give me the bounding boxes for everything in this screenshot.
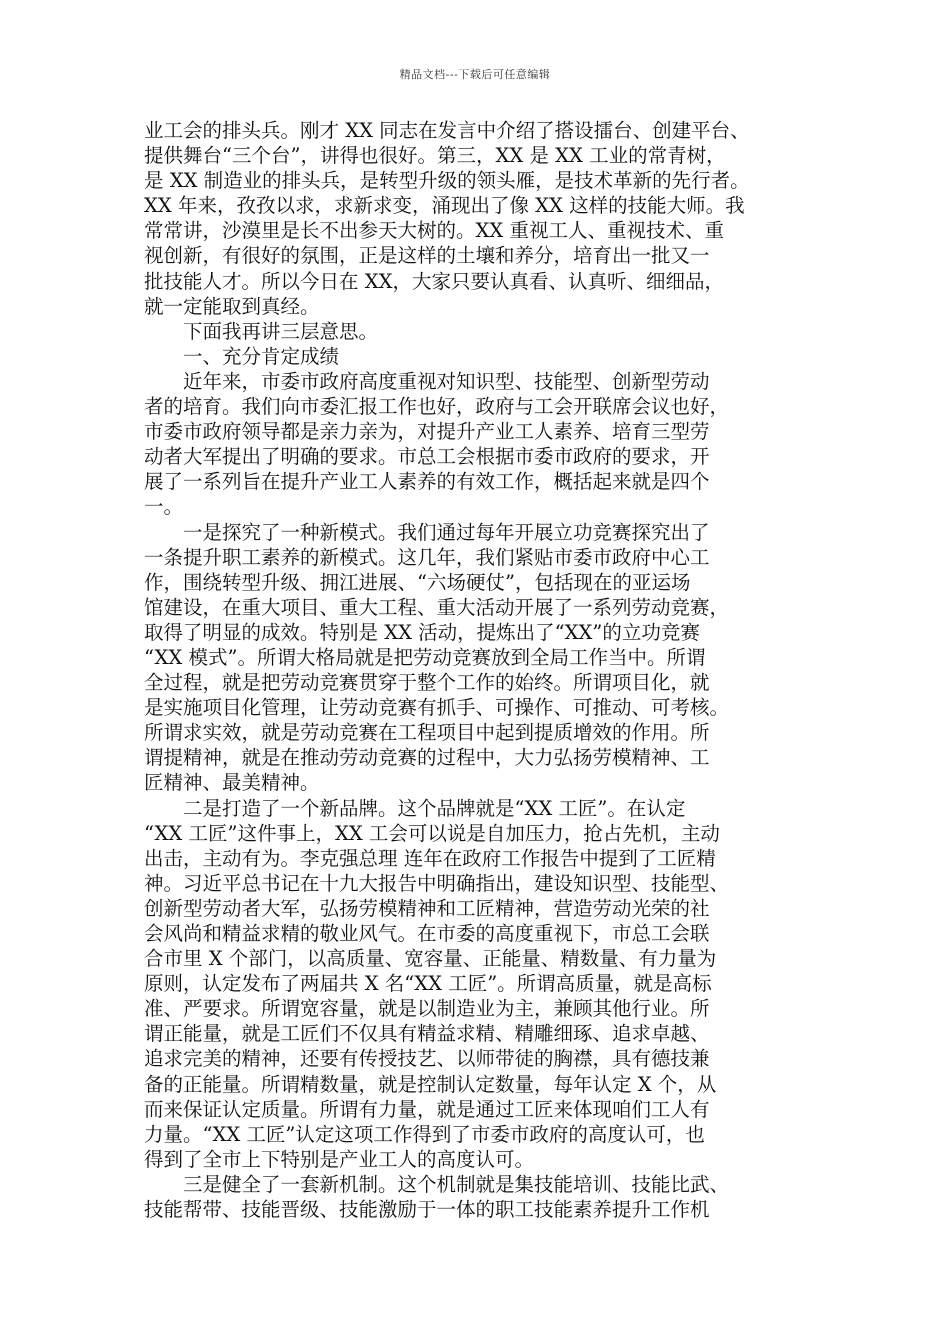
text-line: 备的正能量。所谓精数量，就是控制认定数量，每年认定 X 个，从 <box>144 1072 717 1096</box>
text-line: “XX 模式”。所谓大格局就是把劳动竞赛放到全局工作当中。所谓 <box>144 645 706 669</box>
text-line: 常常讲，沙漠里是长不出参天大树的。XX 重视工人、重视技术、重 <box>144 219 724 243</box>
text-line: 会风尚和精益求精的敬业风气。在市委的高度重视下，市总工会联 <box>144 922 710 945</box>
text-line: 是 XX 制造业的排头兵，是转型升级的领头雁，是技术革新的先行者。 <box>144 169 750 193</box>
text-line: 得到了全市上下特别是产业工人的高度认可。 <box>144 1147 535 1171</box>
text-line: 技能帮带、技能晋级、技能激励于一体的职工技能素养提升工作机 <box>144 1198 710 1222</box>
text-line: 力量。“XX 工匠”认定这项工作得到了市委市政府的高度认可，也 <box>144 1122 705 1146</box>
text-line: 一。 <box>144 495 184 519</box>
text-line: 原则，认定发布了两届共 X 名“XX 工匠”。所谓高质量，就是高标 <box>144 972 712 996</box>
text-line: 近年来，市委市政府高度重视对知识型、技能型、创新型劳动 <box>144 369 710 393</box>
text-line: 创新型劳动者大军，弘扬劳模精神和工匠精神，营造劳动光荣的社 <box>144 896 710 920</box>
text-line: 一、充分肯定成绩 <box>144 344 340 368</box>
text-line: 提供舞台“三个台”，讲得也很好。第三，XX 是 XX 工业的常青树， <box>144 144 726 168</box>
text-line: 谓提精神，就是在推动劳动竞赛的过程中，大力弘扬劳模精神、工 <box>144 746 710 770</box>
text-line: 一是探究了一种新模式。我们通过每年开展立功竞赛探究出了 <box>144 520 710 544</box>
text-line: 视创新，有很好的氛围，正是这样的土壤和养分，培育出一批又一 <box>144 244 710 268</box>
text-line: 全过程，就是把劳动竞赛贯穿于整个工作的始终。所谓项目化，就 <box>144 671 710 695</box>
text-line: 批技能人才。所以今日在 XX，大家只要认真看、认真听、细细品， <box>144 269 724 293</box>
text-line: 神。习近平总书记在十九大报告中明确指出，建设知识型、技能型、 <box>144 871 730 895</box>
text-line: 而来保证认定质量。所谓有力量，就是通过工匠来体现咱们工人有 <box>144 1097 710 1121</box>
text-line: 取得了明显的成效。特别是 XX 活动，提炼出了“XX”的立功竞赛 <box>144 620 700 644</box>
text-line: 是实施项目化管理，让劳动竞赛有抓手、可操作、可推动、可考核。 <box>144 696 730 720</box>
text-line: 业工会的排头兵。刚才 XX 同志在发言中介绍了搭设擂台、创建平台、 <box>144 119 750 142</box>
text-line: 三是健全了一套新机制。这个机制就是集技能培训、技能比武、 <box>144 1172 730 1196</box>
text-line: 下面我再讲三层意思。 <box>144 319 379 343</box>
text-line: 一条提升职工素养的新模式。这几年，我们紧贴市委市政府中心工 <box>144 545 710 569</box>
text-line: 出击，主动有为。李克强总理 连年在政府工作报告中提到了工匠精 <box>144 846 716 870</box>
text-line: “XX 工匠”这件事上，XX 工会可以说是自加压力，抢占先机，主动 <box>144 821 720 845</box>
text-line: 市委市政府领导都是亲力亲为，对提升产业工人素养、培育三型劳 <box>144 420 710 444</box>
text-line: 匠精神、最美精神。 <box>144 771 320 795</box>
text-line: 追求完美的精神，还要有传授技艺、以师带徒的胸襟，具有德技兼 <box>144 1047 710 1071</box>
text-line: 谓正能量，就是工匠们不仅具有精益求精、精雕细琢、追求卓越、 <box>144 1022 710 1046</box>
text-line: 馆建设，在重大项目、重大工程、重大活动开展了一系列劳动竞赛， <box>144 595 730 619</box>
text-line: XX 年来，孜孜以求，求新求变，涌现出了像 XX 这样的技能大师。我 <box>144 194 745 218</box>
text-line: 作，围绕转型升级、拥江进展、“六场硬仗”，包括现在的亚运场 <box>144 570 691 594</box>
text-line: 合市里 X 个部门，以高质量、宽容量、正能量、精数量、有力量为 <box>144 947 717 971</box>
text-line: 所谓求实效，就是劳动竞赛在工程项目中起到提质增效的作用。所 <box>144 721 710 745</box>
document-body <box>144 118 809 1222</box>
text-line: 展了一系列旨在提升产业工人素养的有效工作，概括起来就是四个 <box>144 470 710 494</box>
text-line: 动者大军提出了明确的要求。市总工会根据市委市政府的要求，开 <box>144 445 710 469</box>
text-line: 就一定能取到真经。 <box>144 294 320 318</box>
text-line: 准、严要求。所谓宽容量，就是以制造业为主，兼顾其他行业。所 <box>144 997 710 1021</box>
text-line: 二是打造了一个新品牌。这个品牌就是“XX 工匠”。在认定 <box>144 796 686 820</box>
page-header: 精品文档---下载后可任意编辑 <box>399 68 551 81</box>
text-line: 者的培育。我们向市委汇报工作也好，政府与工会开联席会议也好， <box>144 395 730 419</box>
